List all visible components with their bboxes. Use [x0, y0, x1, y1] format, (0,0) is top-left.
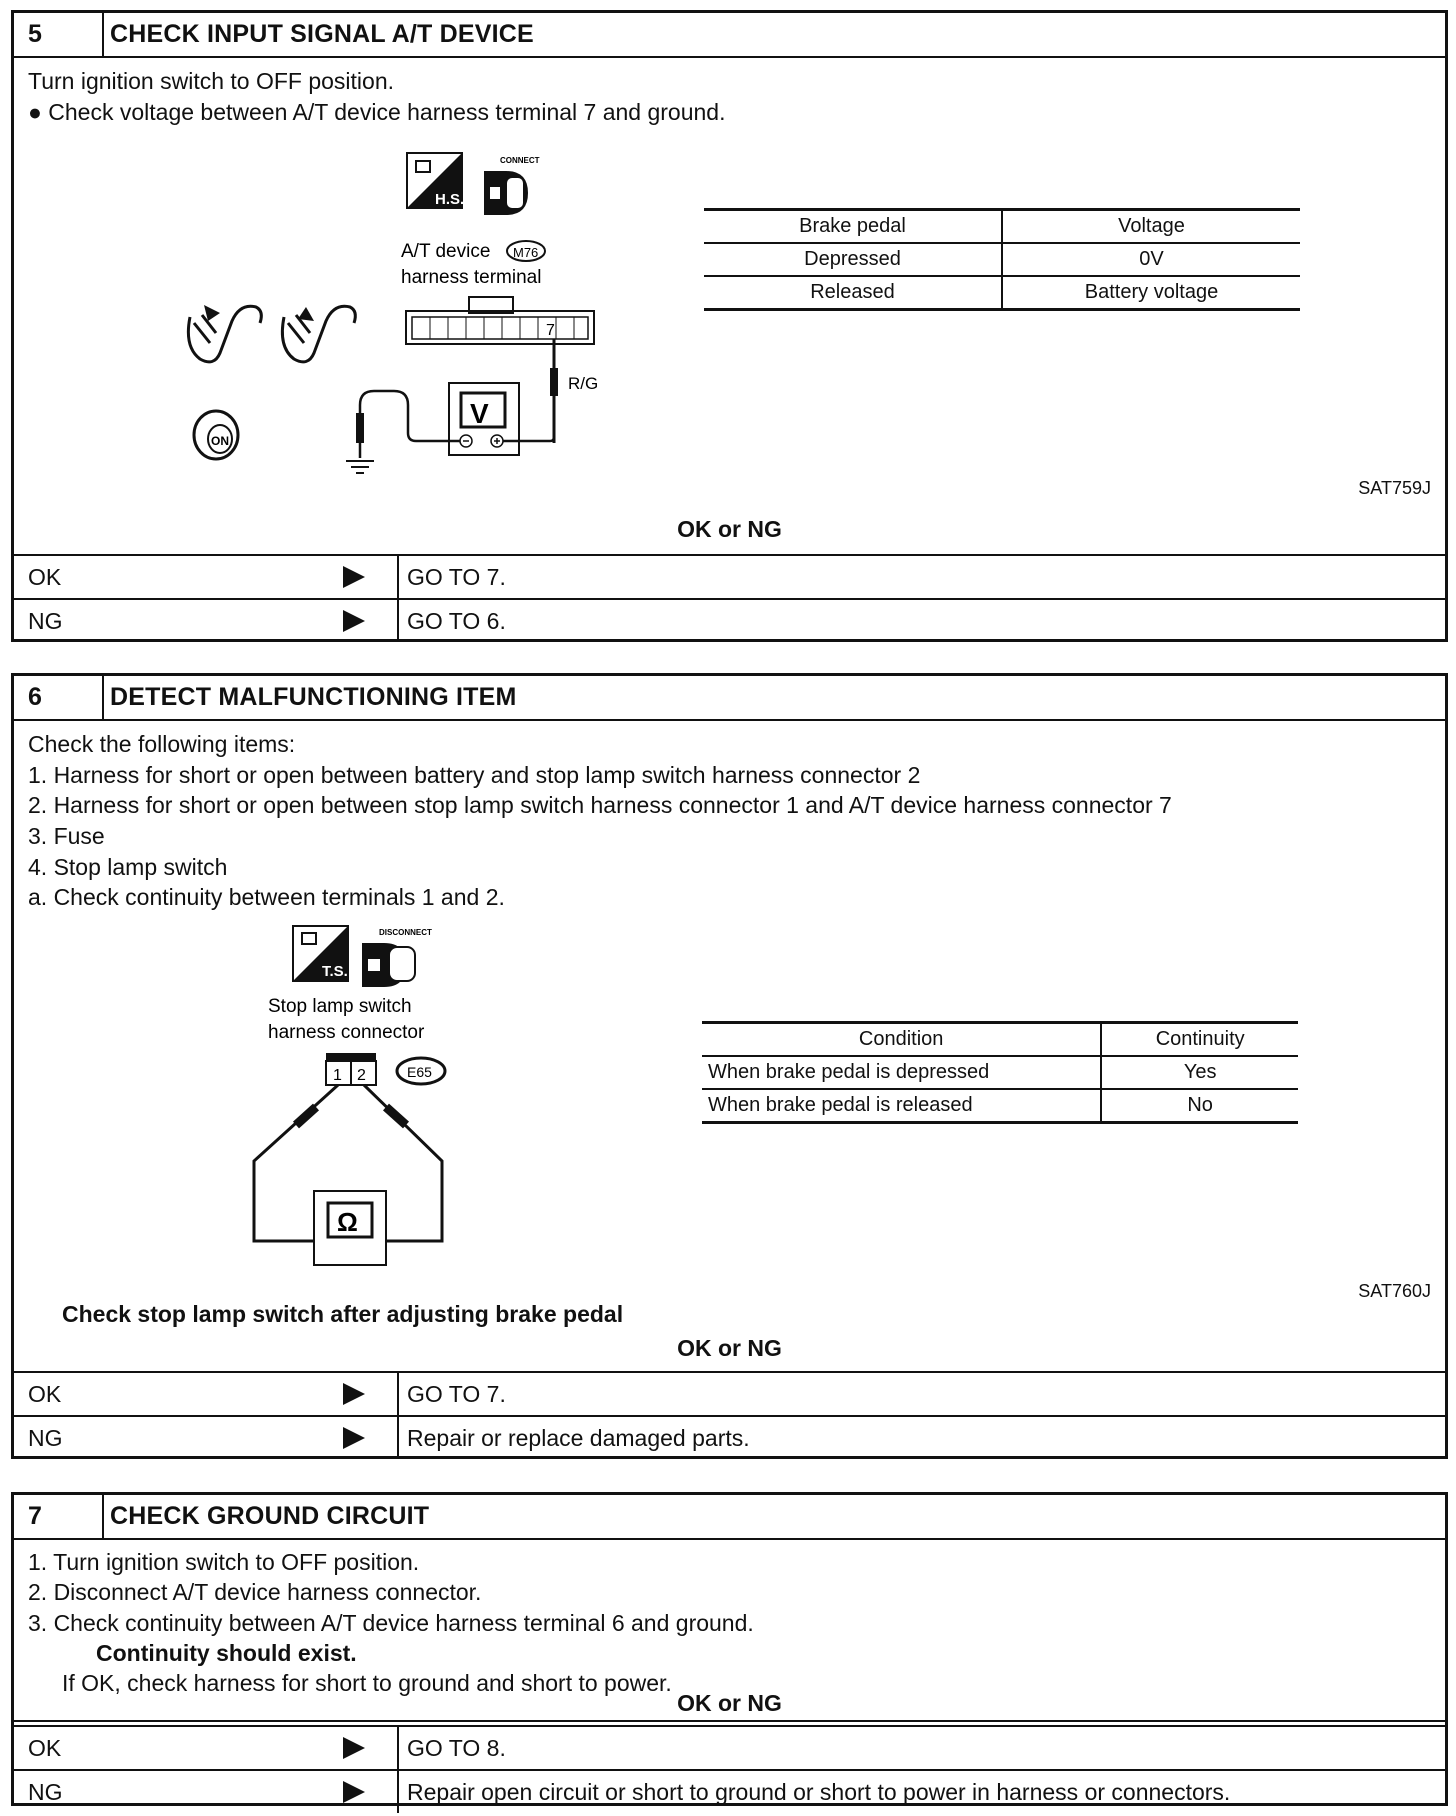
figure-caption: Check stop lamp switch after adjusting brake pedal — [62, 1301, 624, 1327]
result-action: GO TO 8. — [407, 1734, 506, 1761]
connect-icon — [484, 156, 540, 215]
result-action: GO TO 7. — [407, 563, 506, 590]
instruction-line: Check the following items: — [28, 731, 296, 757]
continuity-spec-table — [702, 1021, 1298, 1124]
section-header — [14, 13, 1445, 58]
result-row-ng — [14, 1415, 1445, 1459]
brake-pedal-released-icon — [282, 306, 355, 362]
table-cell: When brake pedal is released — [702, 1089, 1101, 1123]
arrow-right-icon — [343, 1781, 365, 1803]
result-action: GO TO 6. — [407, 607, 506, 634]
connector-label: A/T device — [401, 241, 491, 262]
table-cell: Depressed — [704, 243, 1002, 276]
wire-color: R/G — [568, 374, 599, 393]
instruction-line: 2. Harness for short or open between stop lamp switch harness connector 1 and A/T device harness connector 7 — [28, 792, 1172, 818]
result-action: Repair or replace damaged parts. — [407, 1424, 750, 1451]
terminal-2: 2 — [357, 1067, 366, 1084]
voltage-check-diagram — [154, 143, 754, 493]
step-number: 5 — [14, 13, 104, 56]
result-key: NG — [28, 1778, 63, 1805]
step-number: 7 — [14, 1495, 104, 1538]
svg-text:ON: ON — [211, 434, 229, 448]
terminal-number: 7 — [546, 322, 555, 339]
instruction-line: 3. Check continuity between A/T device harness terminal 6 and ground. — [28, 1610, 754, 1636]
ok-or-ng-label: OK or NG — [677, 516, 782, 542]
terminal-side-icon — [293, 926, 348, 981]
instruction-line: 3. Fuse — [28, 823, 105, 849]
instruction-line: 2. Disconnect A/T device harness connector. — [28, 1579, 482, 1605]
instruction-line: a. Check continuity between terminals 1 and 2. — [28, 884, 505, 910]
step-title: CHECK INPUT SIGNAL A/T DEVICE — [110, 20, 534, 48]
instruction-line: 1. Harness for short or open between battery and stop lamp switch harness connector 2 — [28, 762, 921, 788]
voltage-spec-table — [704, 208, 1300, 311]
connector-label-2: harness connector — [268, 1022, 425, 1043]
meter-label: Ω — [337, 1207, 358, 1237]
svg-text:DISCONNECT: DISCONNECT — [379, 928, 432, 937]
table-cell: When brake pedal is depressed — [702, 1056, 1101, 1089]
table-header: Brake pedal — [704, 210, 1002, 244]
table-cell: Yes — [1101, 1056, 1298, 1089]
meter-label: V — [470, 398, 489, 429]
svg-text:T.S.: T.S. — [322, 963, 348, 980]
connector-code: E65 — [407, 1064, 432, 1080]
arrow-right-icon — [343, 1427, 365, 1449]
svg-text:H.S.: H.S. — [435, 191, 465, 208]
figure-code: SAT759J — [1358, 478, 1431, 498]
table-cell: Released — [704, 276, 1002, 310]
table-cell: No — [1101, 1089, 1298, 1123]
figure-code: SAT760J — [1358, 1281, 1431, 1301]
result-key: OK — [28, 563, 62, 590]
table-header: Condition — [702, 1023, 1101, 1057]
brake-pedal-depressed-icon — [188, 305, 261, 362]
result-key: NG — [28, 607, 63, 634]
ok-or-ng-label: OK or NG — [677, 1690, 782, 1716]
result-action: Repair open circuit or short to ground or short to power in harness or connectors. — [407, 1778, 1231, 1805]
section-header — [14, 676, 1445, 721]
disconnect-icon — [362, 928, 432, 987]
table-cell: Battery voltage — [1002, 276, 1300, 310]
result-row-ok — [14, 1373, 1445, 1415]
ohmmeter — [314, 1191, 386, 1265]
table-header: Voltage — [1002, 210, 1300, 244]
step-body — [14, 721, 1445, 1373]
instruction-line: Turn ignition switch to OFF position. — [28, 68, 395, 94]
arrow-right-icon — [343, 610, 365, 632]
connector-drawing — [406, 297, 594, 344]
arrow-right-icon — [343, 1383, 365, 1405]
instruction-line: 4. Stop lamp switch — [28, 854, 228, 880]
connector-label: Stop lamp switch — [268, 996, 412, 1017]
instruction-line: ● Check voltage between A/T device harness terminal 7 and ground. — [28, 99, 726, 125]
section-6 — [11, 673, 1448, 1459]
section-5 — [11, 10, 1448, 642]
continuity-check-diagram — [234, 921, 534, 1271]
ok-or-ng-label: OK or NG — [677, 1335, 782, 1361]
step-body — [14, 58, 1445, 556]
instruction-line: If OK, check harness for short to ground and short to power. — [62, 1670, 672, 1696]
result-key: OK — [28, 1734, 62, 1761]
voltmeter — [449, 383, 519, 455]
result-row-ng — [14, 1769, 1445, 1813]
step-title: CHECK GROUND CIRCUIT — [110, 1502, 430, 1530]
result-row-ng — [14, 598, 1445, 642]
section-7 — [11, 1492, 1448, 1806]
ignition-key-icon — [194, 411, 238, 459]
step-number: 6 — [14, 676, 104, 719]
arrow-right-icon — [343, 1737, 365, 1759]
result-action: GO TO 7. — [407, 1380, 506, 1407]
expected-result: Continuity should exist. — [96, 1640, 357, 1666]
connector-code: M76 — [513, 245, 539, 260]
harness-side-icon — [407, 153, 464, 208]
result-key: NG — [28, 1424, 63, 1451]
result-row-ok — [14, 556, 1445, 598]
instruction-line: 1. Turn ignition switch to OFF position. — [28, 1549, 420, 1575]
svg-text:CONNECT: CONNECT — [500, 156, 540, 165]
section-header — [14, 1495, 1445, 1540]
arrow-right-icon — [343, 566, 365, 588]
result-key: OK — [28, 1380, 62, 1407]
step-title: DETECT MALFUNCTIONING ITEM — [110, 683, 517, 711]
terminal-1: 1 — [333, 1067, 342, 1084]
connector-label-2: harness terminal — [401, 267, 542, 288]
table-header: Continuity — [1101, 1023, 1298, 1057]
table-cell: 0V — [1002, 243, 1300, 276]
result-row-ok — [14, 1727, 1445, 1769]
